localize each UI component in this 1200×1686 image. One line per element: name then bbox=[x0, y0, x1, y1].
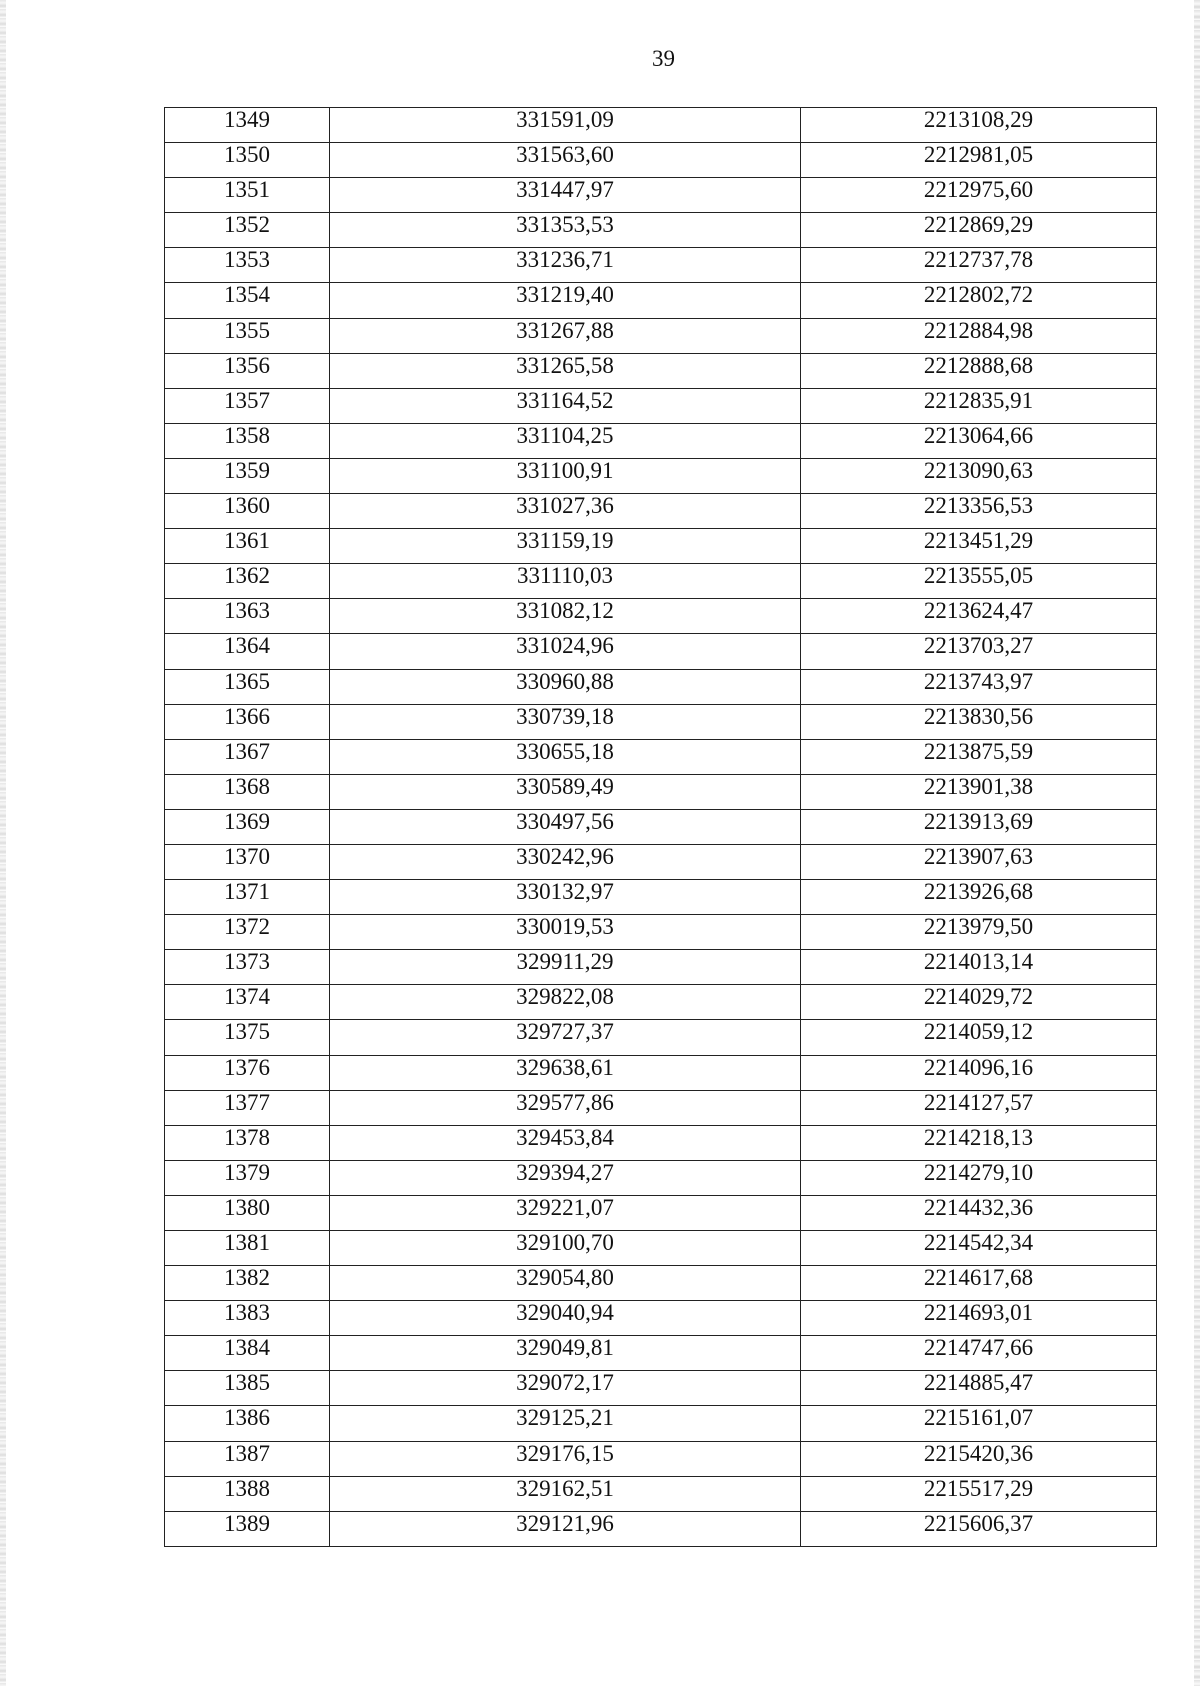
x-coordinate-cell: 331159,19 bbox=[330, 529, 801, 564]
table-row bbox=[165, 1406, 1157, 1441]
y-coordinate-cell: 2213830,56 bbox=[801, 704, 1157, 739]
y-coordinate-cell: 2213913,69 bbox=[801, 809, 1157, 844]
point-number-cell: 1376 bbox=[165, 1055, 330, 1090]
point-number-cell: 1368 bbox=[165, 774, 330, 809]
table-row bbox=[165, 388, 1157, 423]
x-coordinate-cell: 331110,03 bbox=[330, 564, 801, 599]
point-number-cell: 1359 bbox=[165, 458, 330, 493]
point-number-cell: 1360 bbox=[165, 494, 330, 529]
table-row bbox=[165, 248, 1157, 283]
x-coordinate-cell: 331563,60 bbox=[330, 143, 801, 178]
table-row bbox=[165, 1160, 1157, 1195]
x-coordinate-cell: 331236,71 bbox=[330, 248, 801, 283]
table-row bbox=[165, 704, 1157, 739]
point-number-cell: 1357 bbox=[165, 388, 330, 423]
y-coordinate-cell: 2213743,97 bbox=[801, 669, 1157, 704]
x-coordinate-cell: 329072,17 bbox=[330, 1371, 801, 1406]
page-number: 39 bbox=[652, 46, 675, 71]
table-row bbox=[165, 1266, 1157, 1301]
point-number-cell: 1388 bbox=[165, 1476, 330, 1511]
table-row bbox=[165, 529, 1157, 564]
y-coordinate-cell: 2212802,72 bbox=[801, 283, 1157, 318]
x-coordinate-cell: 329727,37 bbox=[330, 1020, 801, 1055]
x-coordinate-cell: 331265,58 bbox=[330, 353, 801, 388]
x-coordinate-cell: 330497,56 bbox=[330, 809, 801, 844]
x-coordinate-cell: 330655,18 bbox=[330, 739, 801, 774]
table-row bbox=[165, 494, 1157, 529]
x-coordinate-cell: 331267,88 bbox=[330, 318, 801, 353]
table-row bbox=[165, 283, 1157, 318]
x-coordinate-cell: 331164,52 bbox=[330, 388, 801, 423]
point-number-cell: 1383 bbox=[165, 1301, 330, 1336]
y-coordinate-cell: 2215161,07 bbox=[801, 1406, 1157, 1441]
x-coordinate-cell: 329162,51 bbox=[330, 1476, 801, 1511]
x-coordinate-cell: 330739,18 bbox=[330, 704, 801, 739]
y-coordinate-cell: 2213926,68 bbox=[801, 880, 1157, 915]
table-row bbox=[165, 1301, 1157, 1336]
y-coordinate-cell: 2213907,63 bbox=[801, 844, 1157, 879]
y-coordinate-cell: 2213703,27 bbox=[801, 634, 1157, 669]
table-row bbox=[165, 1090, 1157, 1125]
x-coordinate-cell: 329453,84 bbox=[330, 1125, 801, 1160]
point-number-cell: 1389 bbox=[165, 1511, 330, 1546]
y-coordinate-cell: 2214029,72 bbox=[801, 985, 1157, 1020]
y-coordinate-cell: 2215420,36 bbox=[801, 1441, 1157, 1476]
y-coordinate-cell: 2212981,05 bbox=[801, 143, 1157, 178]
point-number-cell: 1372 bbox=[165, 915, 330, 950]
y-coordinate-cell: 2213064,66 bbox=[801, 423, 1157, 458]
x-coordinate-cell: 329049,81 bbox=[330, 1336, 801, 1371]
table-row bbox=[165, 1511, 1157, 1546]
point-number-cell: 1379 bbox=[165, 1160, 330, 1195]
table-row bbox=[165, 844, 1157, 879]
x-coordinate-cell: 331353,53 bbox=[330, 213, 801, 248]
x-coordinate-cell: 331104,25 bbox=[330, 423, 801, 458]
y-coordinate-cell: 2213901,38 bbox=[801, 774, 1157, 809]
table-row bbox=[165, 1336, 1157, 1371]
x-coordinate-cell: 331024,96 bbox=[330, 634, 801, 669]
table-row bbox=[165, 634, 1157, 669]
point-number-cell: 1362 bbox=[165, 564, 330, 599]
x-coordinate-cell: 329577,86 bbox=[330, 1090, 801, 1125]
point-number-cell: 1378 bbox=[165, 1125, 330, 1160]
y-coordinate-cell: 2215517,29 bbox=[801, 1476, 1157, 1511]
y-coordinate-cell: 2214432,36 bbox=[801, 1195, 1157, 1230]
y-coordinate-cell: 2214885,47 bbox=[801, 1371, 1157, 1406]
x-coordinate-cell: 329176,15 bbox=[330, 1441, 801, 1476]
point-number-cell: 1373 bbox=[165, 950, 330, 985]
point-number-cell: 1358 bbox=[165, 423, 330, 458]
point-number-cell: 1380 bbox=[165, 1195, 330, 1230]
point-number-cell: 1351 bbox=[165, 178, 330, 213]
y-coordinate-cell: 2213875,59 bbox=[801, 739, 1157, 774]
y-coordinate-cell: 2214059,12 bbox=[801, 1020, 1157, 1055]
point-number-cell: 1361 bbox=[165, 529, 330, 564]
y-coordinate-cell: 2214218,13 bbox=[801, 1125, 1157, 1160]
point-number-cell: 1365 bbox=[165, 669, 330, 704]
x-coordinate-cell: 331100,91 bbox=[330, 458, 801, 493]
point-number-cell: 1354 bbox=[165, 283, 330, 318]
y-coordinate-cell: 2213979,50 bbox=[801, 915, 1157, 950]
table-row bbox=[165, 458, 1157, 493]
y-coordinate-cell: 2212888,68 bbox=[801, 353, 1157, 388]
y-coordinate-cell: 2212869,29 bbox=[801, 213, 1157, 248]
x-coordinate-cell: 329638,61 bbox=[330, 1055, 801, 1090]
point-number-cell: 1371 bbox=[165, 880, 330, 915]
table-row bbox=[165, 213, 1157, 248]
x-coordinate-cell: 331027,36 bbox=[330, 494, 801, 529]
point-number-cell: 1381 bbox=[165, 1231, 330, 1266]
y-coordinate-cell: 2214617,68 bbox=[801, 1266, 1157, 1301]
point-number-cell: 1356 bbox=[165, 353, 330, 388]
table-row bbox=[165, 880, 1157, 915]
table-row bbox=[165, 599, 1157, 634]
table-row bbox=[165, 178, 1157, 213]
y-coordinate-cell: 2213624,47 bbox=[801, 599, 1157, 634]
y-coordinate-cell: 2214693,01 bbox=[801, 1301, 1157, 1336]
table-row bbox=[165, 353, 1157, 388]
x-coordinate-cell: 330589,49 bbox=[330, 774, 801, 809]
point-number-cell: 1364 bbox=[165, 634, 330, 669]
point-number-cell: 1353 bbox=[165, 248, 330, 283]
table-row bbox=[165, 669, 1157, 704]
x-coordinate-cell: 331082,12 bbox=[330, 599, 801, 634]
coordinates-table bbox=[164, 107, 1157, 1547]
point-number-cell: 1350 bbox=[165, 143, 330, 178]
y-coordinate-cell: 2214279,10 bbox=[801, 1160, 1157, 1195]
x-coordinate-cell: 329054,80 bbox=[330, 1266, 801, 1301]
x-coordinate-cell: 329911,29 bbox=[330, 950, 801, 985]
point-number-cell: 1385 bbox=[165, 1371, 330, 1406]
point-number-cell: 1384 bbox=[165, 1336, 330, 1371]
point-number-cell: 1352 bbox=[165, 213, 330, 248]
x-coordinate-cell: 329221,07 bbox=[330, 1195, 801, 1230]
y-coordinate-cell: 2214096,16 bbox=[801, 1055, 1157, 1090]
table-row bbox=[165, 318, 1157, 353]
y-coordinate-cell: 2214747,66 bbox=[801, 1336, 1157, 1371]
y-coordinate-cell: 2214127,57 bbox=[801, 1090, 1157, 1125]
table-row bbox=[165, 1195, 1157, 1230]
table-row bbox=[165, 985, 1157, 1020]
table-row bbox=[165, 108, 1157, 143]
x-coordinate-cell: 329040,94 bbox=[330, 1301, 801, 1336]
table-row bbox=[165, 774, 1157, 809]
point-number-cell: 1369 bbox=[165, 809, 330, 844]
y-coordinate-cell: 2212835,91 bbox=[801, 388, 1157, 423]
point-number-cell: 1370 bbox=[165, 844, 330, 879]
x-coordinate-cell: 331591,09 bbox=[330, 108, 801, 143]
y-coordinate-cell: 2213356,53 bbox=[801, 494, 1157, 529]
x-coordinate-cell: 331219,40 bbox=[330, 283, 801, 318]
x-coordinate-cell: 330132,97 bbox=[330, 880, 801, 915]
table-row bbox=[165, 564, 1157, 599]
y-coordinate-cell: 2214542,34 bbox=[801, 1231, 1157, 1266]
table-row bbox=[165, 143, 1157, 178]
y-coordinate-cell: 2213090,63 bbox=[801, 458, 1157, 493]
x-coordinate-cell: 329125,21 bbox=[330, 1406, 801, 1441]
point-number-cell: 1377 bbox=[165, 1090, 330, 1125]
table-row bbox=[165, 1441, 1157, 1476]
point-number-cell: 1355 bbox=[165, 318, 330, 353]
point-number-cell: 1382 bbox=[165, 1266, 330, 1301]
table-row bbox=[165, 739, 1157, 774]
y-coordinate-cell: 2212737,78 bbox=[801, 248, 1157, 283]
coordinates-table-body bbox=[165, 108, 1157, 1547]
table-row bbox=[165, 423, 1157, 458]
y-coordinate-cell: 2213108,29 bbox=[801, 108, 1157, 143]
y-coordinate-cell: 2212975,60 bbox=[801, 178, 1157, 213]
y-coordinate-cell: 2215606,37 bbox=[801, 1511, 1157, 1546]
y-coordinate-cell: 2212884,98 bbox=[801, 318, 1157, 353]
x-coordinate-cell: 330019,53 bbox=[330, 915, 801, 950]
point-number-cell: 1387 bbox=[165, 1441, 330, 1476]
table-row bbox=[165, 1371, 1157, 1406]
x-coordinate-cell: 330960,88 bbox=[330, 669, 801, 704]
x-coordinate-cell: 329822,08 bbox=[330, 985, 801, 1020]
table-row bbox=[165, 1476, 1157, 1511]
scan-edge-right bbox=[1194, 0, 1200, 1686]
point-number-cell: 1375 bbox=[165, 1020, 330, 1055]
table-row bbox=[165, 1125, 1157, 1160]
point-number-cell: 1363 bbox=[165, 599, 330, 634]
table-row bbox=[165, 1055, 1157, 1090]
point-number-cell: 1367 bbox=[165, 739, 330, 774]
point-number-cell: 1386 bbox=[165, 1406, 330, 1441]
x-coordinate-cell: 329100,70 bbox=[330, 1231, 801, 1266]
table-row bbox=[165, 915, 1157, 950]
y-coordinate-cell: 2213451,29 bbox=[801, 529, 1157, 564]
x-coordinate-cell: 329121,96 bbox=[330, 1511, 801, 1546]
table-row bbox=[165, 1231, 1157, 1266]
table-row bbox=[165, 809, 1157, 844]
table-row bbox=[165, 950, 1157, 985]
x-coordinate-cell: 330242,96 bbox=[330, 844, 801, 879]
x-coordinate-cell: 331447,97 bbox=[330, 178, 801, 213]
table-row bbox=[165, 1020, 1157, 1055]
y-coordinate-cell: 2214013,14 bbox=[801, 950, 1157, 985]
y-coordinate-cell: 2213555,05 bbox=[801, 564, 1157, 599]
point-number-cell: 1366 bbox=[165, 704, 330, 739]
point-number-cell: 1349 bbox=[165, 108, 330, 143]
x-coordinate-cell: 329394,27 bbox=[330, 1160, 801, 1195]
point-number-cell: 1374 bbox=[165, 985, 330, 1020]
scan-edge-left bbox=[0, 0, 6, 1686]
